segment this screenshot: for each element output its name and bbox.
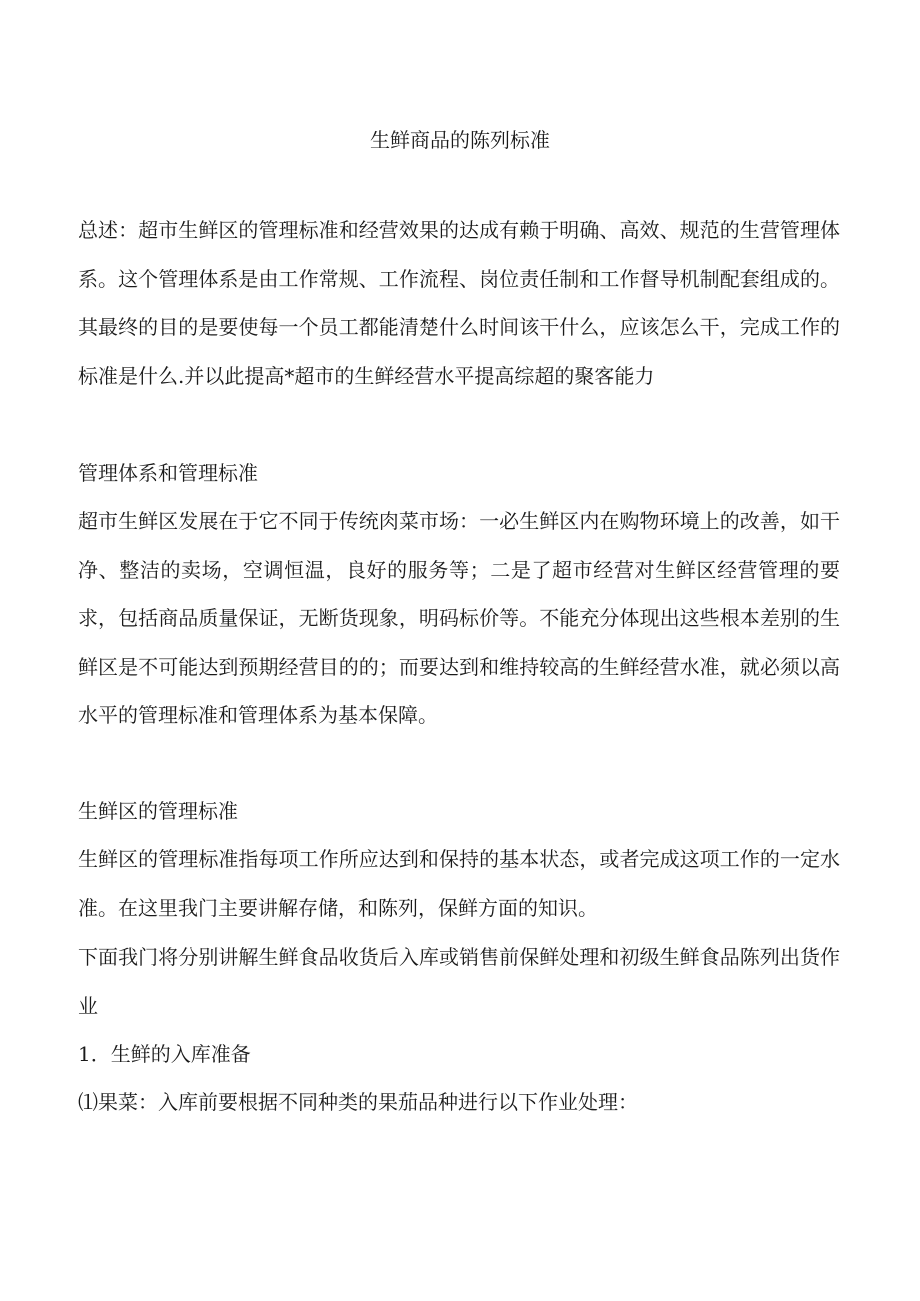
list-subitem-fruits-vegetables: ⑴果菜：入库前要根据不同种类的果茄品种进行以下作业处理： [78, 1090, 638, 1114]
overview-paragraph: 总述：超市生鲜区的管理标准和经营效果的达成有赖于明确、高效、规范的生营管理体系。这个管理体系是由工作常规、工作流程、岗位责任制和工作督导机制配套组成的。其最终的目的是要使每一个员工都能清楚什么时间该干什么，应该怎么干，完成工作的标准是什么.并以此提高*超市的生鲜经营水平提高综超的聚客能力 [78, 218, 840, 388]
section-heading-fresh-area-standard: 生鲜区的管理标准 [78, 799, 238, 823]
section-heading-management-system: 管理体系和管理标准 [78, 461, 258, 485]
intro-paragraph: 下面我门将分别讲解生鲜食品收货后入库或销售前保鲜处理和初级生鲜食品陈列出货作业 [78, 945, 840, 1018]
management-system-paragraph: 超市生鲜区发展在于它不同于传统肉菜市场：一必生鲜区内在购物环境上的改善，如干净、整洁的卖场，空调恒温，良好的服务等；二是了超市经营对生鲜区经营管理的要求，包括商品质量保证，无断货现象，明码标价等。不能充分体现出这些根本差别的生鲜区是不可能达到预期经营目的的；而要达到和维持较高的生鲜经营水准，就必须以高水平的管理标准和管理体系为基本保障。 [78, 509, 840, 727]
list-item-storage-preparation: 1．生鲜的入库准备 [78, 1042, 251, 1066]
fresh-area-standard-paragraph: 生鲜区的管理标准指每项工作所应达到和保持的基本状态，或者完成这项工作的一定水准。在这里我门主要讲解存储，和陈列，保鲜方面的知识。 [78, 847, 840, 920]
document-title: 生鲜商品的陈列标准 [370, 128, 550, 152]
